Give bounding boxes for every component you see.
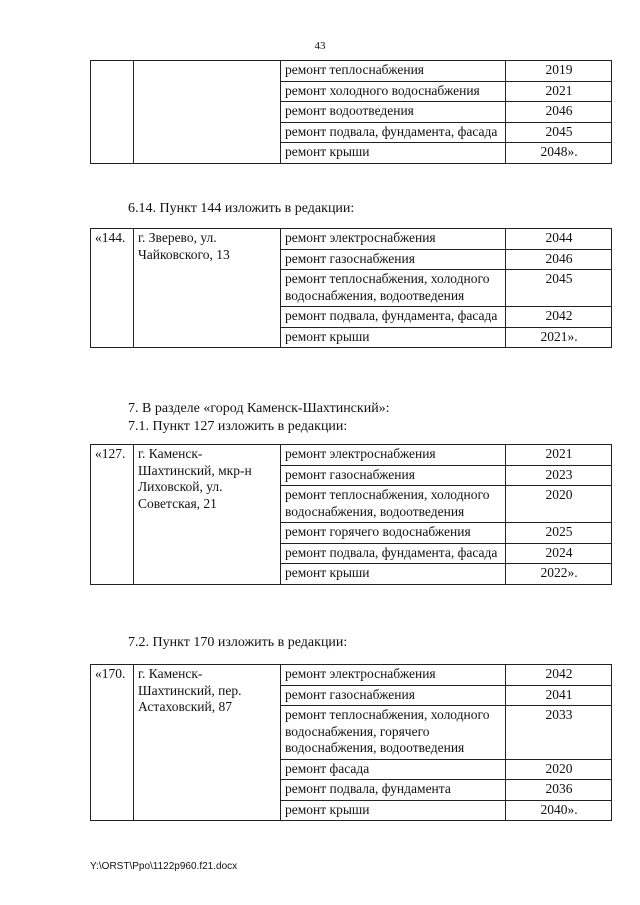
year-cell: 2044 <box>506 229 612 250</box>
item-number-cell <box>91 61 134 164</box>
work-cell: ремонт подвала, фундамента, фасада <box>281 122 506 143</box>
work-cell: ремонт газоснабжения <box>281 249 506 270</box>
footer-file-path: Y:\ORST\Ppo\1122p960.f21.docx <box>90 861 238 872</box>
year-cell: 2042 <box>506 665 612 686</box>
work-cell: ремонт холодного водоснабжения <box>281 81 506 102</box>
work-cell: ремонт теплоснабжения <box>281 61 506 82</box>
year-cell: 2024 <box>506 543 612 564</box>
work-cell: ремонт горячего водоснабжения <box>281 523 506 544</box>
year-cell: 2042 <box>506 307 612 328</box>
repair-table-144 <box>90 228 612 348</box>
page-number: 43 <box>314 40 326 52</box>
repair-table-127 <box>90 444 612 585</box>
work-cell: ремонт крыши <box>281 564 506 585</box>
table-row <box>91 445 612 466</box>
work-cell: ремонт теплоснабжения, холодного водоснабжения, водоотведения <box>281 270 506 307</box>
work-cell: ремонт электроснабжения <box>281 445 506 466</box>
table-row <box>91 665 612 686</box>
address-cell: г. Зверево, ул. Чайковского, 13 <box>134 229 281 348</box>
paragraph-7-1: 7.1. Пункт 127 изложить в редакции: <box>128 419 348 434</box>
year-cell: 2021 <box>506 81 612 102</box>
work-cell: ремонт крыши <box>281 143 506 164</box>
work-cell: ремонт фасада <box>281 759 506 780</box>
year-cell: 2040». <box>506 800 612 821</box>
year-cell: 2025 <box>506 523 612 544</box>
year-cell: 2045 <box>506 122 612 143</box>
year-cell: 2021». <box>506 327 612 348</box>
work-cell: ремонт газоснабжения <box>281 685 506 706</box>
work-cell: ремонт теплоснабжения, холодного водоснабжения, горячего водоснабжения, водоотведения <box>281 706 506 760</box>
year-cell: 2023 <box>506 465 612 486</box>
year-cell: 2041 <box>506 685 612 706</box>
year-cell: 2019 <box>506 61 612 82</box>
year-cell: 2045 <box>506 270 612 307</box>
year-cell: 2033 <box>506 706 612 760</box>
address-cell: г. Каменск-Шахтинский, мкр-н Лиховской, ул. Советская, 21 <box>134 445 281 585</box>
work-cell: ремонт подвала, фундамента, фасада <box>281 307 506 328</box>
work-cell: ремонт подвала, фундамента, фасада <box>281 543 506 564</box>
year-cell: 2020 <box>506 486 612 523</box>
year-cell: 2021 <box>506 445 612 466</box>
year-cell: 2048». <box>506 143 612 164</box>
repair-table-continued <box>90 60 612 164</box>
item-number-cell: «127. <box>91 445 134 585</box>
work-cell: ремонт крыши <box>281 800 506 821</box>
work-cell: ремонт подвала, фундамента <box>281 780 506 801</box>
work-cell: ремонт водоотведения <box>281 102 506 123</box>
work-cell: ремонт крыши <box>281 327 506 348</box>
table-row <box>91 61 612 82</box>
item-number-cell: «170. <box>91 665 134 821</box>
year-cell: 2046 <box>506 249 612 270</box>
year-cell: 2046 <box>506 102 612 123</box>
year-cell: 2036 <box>506 780 612 801</box>
table-row <box>91 229 612 250</box>
address-cell <box>134 61 281 164</box>
address-cell: г. Каменск-Шахтинский, пер. Астаховский, 87 <box>134 665 281 821</box>
year-cell: 2020 <box>506 759 612 780</box>
work-cell: ремонт газоснабжения <box>281 465 506 486</box>
work-cell: ремонт теплоснабжения, холодного водоснабжения, водоотведения <box>281 486 506 523</box>
paragraph-7: 7. В разделе «город Каменск-Шахтинский»: <box>128 401 390 416</box>
paragraph-7-2: 7.2. Пункт 170 изложить в редакции: <box>128 635 348 650</box>
year-cell: 2022». <box>506 564 612 585</box>
work-cell: ремонт электроснабжения <box>281 229 506 250</box>
work-cell: ремонт электроснабжения <box>281 665 506 686</box>
repair-table-170 <box>90 664 612 821</box>
item-number-cell: «144. <box>91 229 134 348</box>
paragraph-6-14: 6.14. Пункт 144 изложить в редакции: <box>128 201 355 216</box>
